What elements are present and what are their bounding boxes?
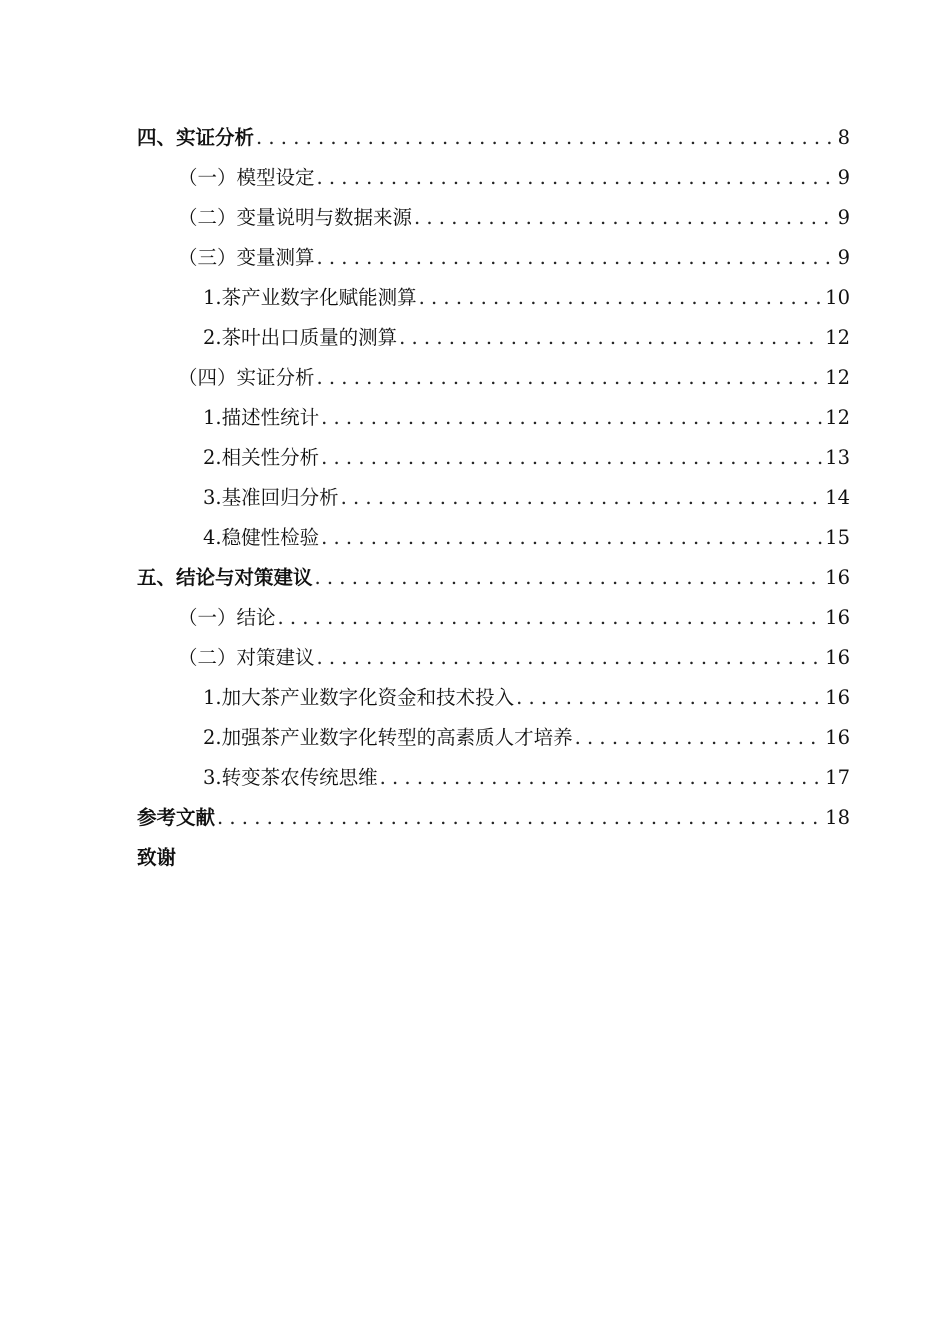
toc-entry-number: 3. — [203, 766, 222, 789]
toc-entry[interactable] — [137, 838, 850, 878]
toc-dot-leader — [575, 718, 823, 758]
toc-entry[interactable] — [137, 198, 850, 238]
toc-entry[interactable] — [137, 398, 850, 438]
toc-entry-title: 加大茶产业数字化资金和技术投入 — [221, 686, 515, 709]
toc-entry-number: 3. — [203, 486, 222, 509]
toc-entry-title: （二）变量说明与数据来源 — [178, 206, 413, 229]
toc-dot-leader — [256, 118, 835, 158]
toc-entry-title: （三）变量测算 — [178, 246, 315, 269]
toc-entry-title: 加强茶产业数字化转型的高素质人才培养 — [221, 726, 573, 749]
toc-page-number: 9 — [837, 166, 850, 189]
toc-dot-leader — [315, 558, 823, 598]
toc-dot-leader — [317, 358, 823, 398]
toc-entry-title: 基准回归分析 — [221, 486, 339, 509]
toc-entry-title: 参考文献 — [137, 806, 216, 829]
toc-dot-leader — [321, 518, 822, 558]
toc-entry[interactable] — [137, 318, 850, 358]
toc-entry[interactable] — [137, 158, 850, 198]
toc-page-number: 16 — [825, 606, 850, 629]
toc-entry[interactable] — [137, 678, 850, 718]
toc-entry[interactable] — [137, 438, 850, 478]
toc-entry[interactable] — [137, 638, 850, 678]
toc-entry[interactable] — [137, 478, 850, 518]
toc-dot-leader — [217, 798, 822, 838]
toc-dot-leader — [419, 278, 823, 318]
toc-page-number: 12 — [825, 406, 850, 429]
toc-entry-title: 茶产业数字化赋能测算 — [221, 286, 417, 309]
toc-page-number: 16 — [825, 726, 850, 749]
toc-entry[interactable] — [137, 598, 850, 638]
toc-entry-number: 2. — [203, 326, 222, 349]
toc-entry-title: （二）对策建议 — [178, 646, 315, 669]
table-of-contents — [137, 118, 850, 878]
toc-entry[interactable] — [137, 558, 850, 598]
toc-entry[interactable] — [137, 798, 850, 838]
toc-page-number: 13 — [825, 446, 850, 469]
toc-page-number: 16 — [825, 566, 850, 589]
toc-dot-leader — [516, 678, 822, 718]
toc-page-number: 16 — [825, 686, 850, 709]
toc-entry-number: 1. — [203, 286, 222, 309]
toc-page-number: 12 — [825, 366, 850, 389]
toc-dot-leader — [321, 438, 822, 478]
toc-page-number: 9 — [837, 206, 850, 229]
toc-entry-title: 稳健性检验 — [221, 526, 320, 549]
toc-dot-leader — [317, 638, 823, 678]
toc-page-number: 8 — [837, 126, 850, 149]
toc-page-number: 10 — [825, 286, 850, 309]
toc-dot-leader — [399, 318, 822, 358]
toc-dot-leader — [317, 158, 835, 198]
toc-entry-title: （四）实证分析 — [178, 366, 315, 389]
toc-entry[interactable] — [137, 358, 850, 398]
toc-entry[interactable] — [137, 278, 850, 318]
toc-entry-number: 1. — [203, 406, 222, 429]
toc-page-number: 9 — [837, 246, 850, 269]
toc-entry-title: （一）结论 — [178, 606, 276, 629]
toc-entry-number: 2. — [203, 446, 222, 469]
toc-dot-leader — [317, 238, 835, 278]
toc-page-number: 18 — [825, 806, 850, 829]
toc-entry-title: 四、实证分析 — [137, 126, 255, 149]
toc-dot-leader — [414, 198, 835, 238]
toc-entry-title: （一）模型设定 — [178, 166, 315, 189]
toc-entry[interactable] — [137, 118, 850, 158]
toc-entry-title: 茶叶出口质量的测算 — [221, 326, 398, 349]
toc-dot-leader — [341, 478, 823, 518]
toc-entry[interactable] — [137, 758, 850, 798]
toc-entry-title: 五、结论与对策建议 — [137, 566, 313, 589]
toc-entry-title: 转变茶农传统思维 — [221, 766, 378, 789]
toc-entry[interactable] — [137, 518, 850, 558]
toc-entry[interactable] — [137, 718, 850, 758]
toc-dot-leader — [321, 398, 822, 438]
toc-entry-number: 4. — [203, 526, 222, 549]
toc-entry-number: 2. — [203, 726, 222, 749]
toc-entry-title: 相关性分析 — [221, 446, 320, 469]
toc-page-number: 15 — [825, 526, 850, 549]
toc-entry-title: 描述性统计 — [221, 406, 320, 429]
toc-page-number: 12 — [825, 326, 850, 349]
toc-entry-number: 1. — [203, 686, 222, 709]
toc-entry-title: 致谢 — [137, 846, 177, 869]
toc-entry[interactable] — [137, 238, 850, 278]
toc-page-number: 16 — [825, 646, 850, 669]
toc-dot-leader — [380, 758, 823, 798]
toc-dot-leader — [278, 598, 823, 638]
toc-page-number: 14 — [825, 486, 850, 509]
toc-page-number: 17 — [825, 766, 850, 789]
